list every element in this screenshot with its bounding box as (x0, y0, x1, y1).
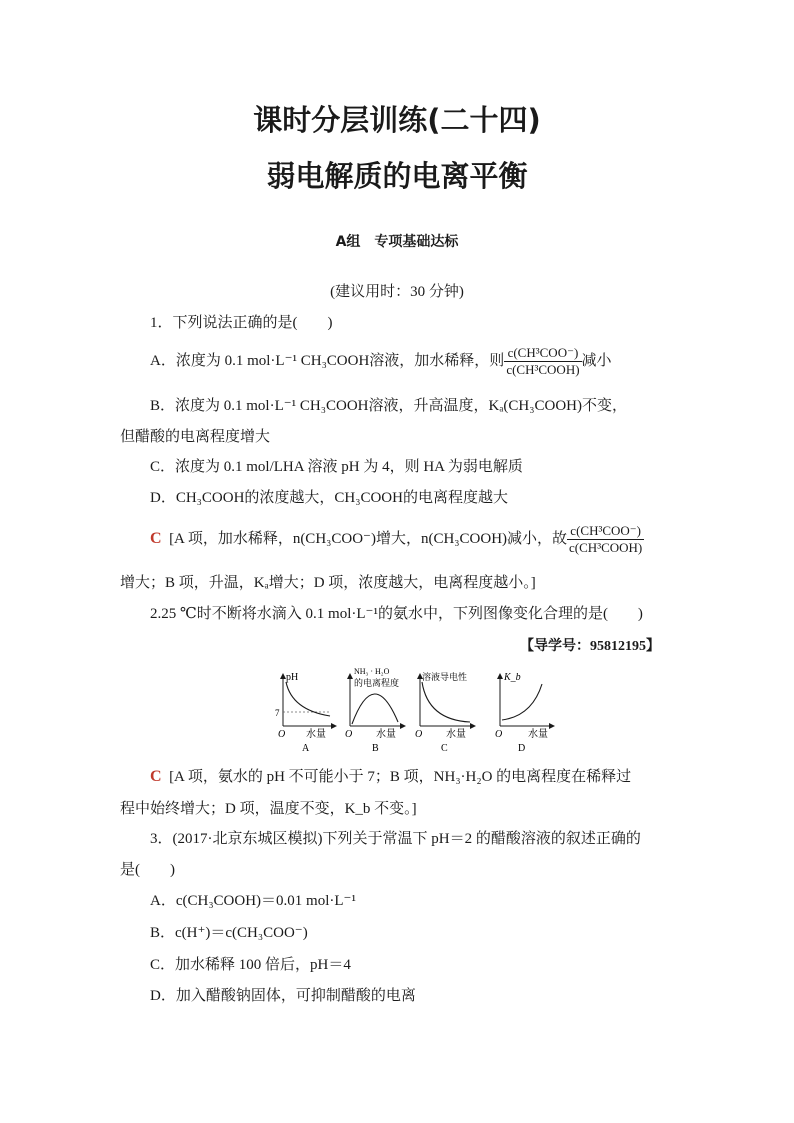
graph-c-letter: C (441, 743, 448, 754)
q2-explanation-line2: 程中始终增大；D 项，温度不变，K_b 不变。] (120, 801, 417, 817)
q1-option-a-text: A．浓度为 0.1 mol·L⁻¹ CH₃COOH溶液，加水稀释，则 (150, 352, 505, 369)
q3-option-d: D．加入醋酸钠固体，可抑制醋酸的电离 (150, 988, 416, 1004)
page-subtitle: 弱电解质的电离平衡 (266, 159, 528, 193)
q1-explanation-fraction (567, 523, 644, 556)
q1-option-a (150, 345, 612, 378)
graph-c-origin: O (415, 729, 423, 740)
graph-a-curve (286, 682, 330, 716)
q1-option-a-denominator: c(CH³COOH) (506, 362, 580, 377)
q1-option-a-post: 减小 (581, 352, 612, 369)
q1-explanation-denominator: c(CH³COOH) (569, 540, 643, 555)
q2-graphs (270, 660, 560, 760)
q1-stem: 1．下列说法正确的是( ) (150, 315, 333, 331)
q1-explanation-text: [A 项，加水稀释，n(CH₃COO⁻)增大，n(CH₃COOH)减小，故 (169, 530, 568, 547)
graph-a-origin: O (278, 729, 286, 740)
graph-d-curve (502, 684, 542, 720)
q1-explanation-numerator: c(CH³COO⁻) (567, 523, 644, 540)
q3-option-a: A．c(CH₃COOH)＝0.01 mol·L⁻¹ (150, 893, 356, 909)
graph-b-ylabel-line2: 的电离程度 (354, 678, 400, 688)
graph-b-xlabel: 水量 (376, 729, 396, 740)
q2-stem: 2.25 ℃时不断将水滴入 0.1 mol·L⁻¹的氨水中，下列图像变化合理的是( ) (150, 606, 643, 622)
graph-a-letter: A (302, 743, 310, 754)
q3-stem-line2: 是( ) (120, 862, 175, 878)
graph-d-xlabel: 水量 (528, 729, 548, 740)
q2-answer: C (150, 768, 162, 785)
graph-b-curve (352, 694, 398, 724)
graph-b-letter: B (372, 743, 379, 754)
q1-option-a-numerator: c(CH³COO⁻) (504, 345, 581, 362)
graph-d-origin: O (495, 729, 503, 740)
time-hint: (建议用时：30 分钟) (330, 284, 464, 300)
q3-option-b: B．c(H⁺)＝c(CH₃COO⁻) (150, 925, 308, 941)
q1-option-b-line1: B．浓度为 0.1 mol·L⁻¹ CH₃COOH溶液，升高温度，Kₐ(CH₃COOH)不变， (150, 398, 627, 414)
graph-c-curve (422, 682, 470, 722)
graph-c-xlabel: 水量 (446, 729, 466, 740)
q3-option-c: C．加水稀释 100 倍后，pH＝4 (150, 957, 351, 973)
graph-c-ylabel: 溶液导电性 (422, 672, 468, 682)
section-heading: A组 专项基础达标 (335, 234, 459, 250)
graph-c (415, 671, 475, 754)
page-title: 课时分层训练(二十四) (253, 103, 541, 137)
graph-a (275, 672, 336, 754)
graph-a-ylabel: pH (286, 672, 299, 683)
q2-explanation-text: [A 项，氨水的 pH 不可能小于 7；B 项，NH₃·H₂O 的电离程度在稀释过 (169, 769, 632, 785)
graph-d (495, 672, 554, 754)
q1-option-a-fraction (504, 345, 581, 378)
q1-option-b-line2: 但醋酸的电离程度增大 (120, 429, 271, 445)
graph-a-xlabel: 水量 (306, 729, 326, 740)
q1-answer: C (150, 529, 162, 547)
graph-d-letter: D (518, 743, 526, 754)
q1-option-d: D．CH₃COOH的浓度越大，CH₃COOH的电离程度越大 (150, 490, 508, 506)
q1-explanation-line1 (150, 523, 644, 556)
q1-explanation-line2: 增大；B 项，升温，Kₐ增大；D 项，浓度越大，电离程度越小。] (120, 575, 536, 591)
q1-option-c: C．浓度为 0.1 mol/LHA 溶液 pH 为 4，则 HA 为弱电解质 (150, 459, 523, 475)
graph-b-ylabel-line1: NH₃ · H₂O (354, 667, 390, 676)
q2-guide-number: 【导学号：95812195】 (520, 639, 660, 654)
graph-d-ylabel: K_b (504, 672, 521, 683)
graph-a-tick: 7 (275, 708, 280, 718)
graph-b (345, 667, 405, 754)
q3-stem-line1: 3．(2017·北京东城区模拟)下列关于常温下 pH＝2 的醋酸溶液的叙述正确的 (150, 831, 641, 847)
graph-b-origin: O (345, 729, 353, 740)
q2-explanation-line1 (150, 767, 631, 787)
